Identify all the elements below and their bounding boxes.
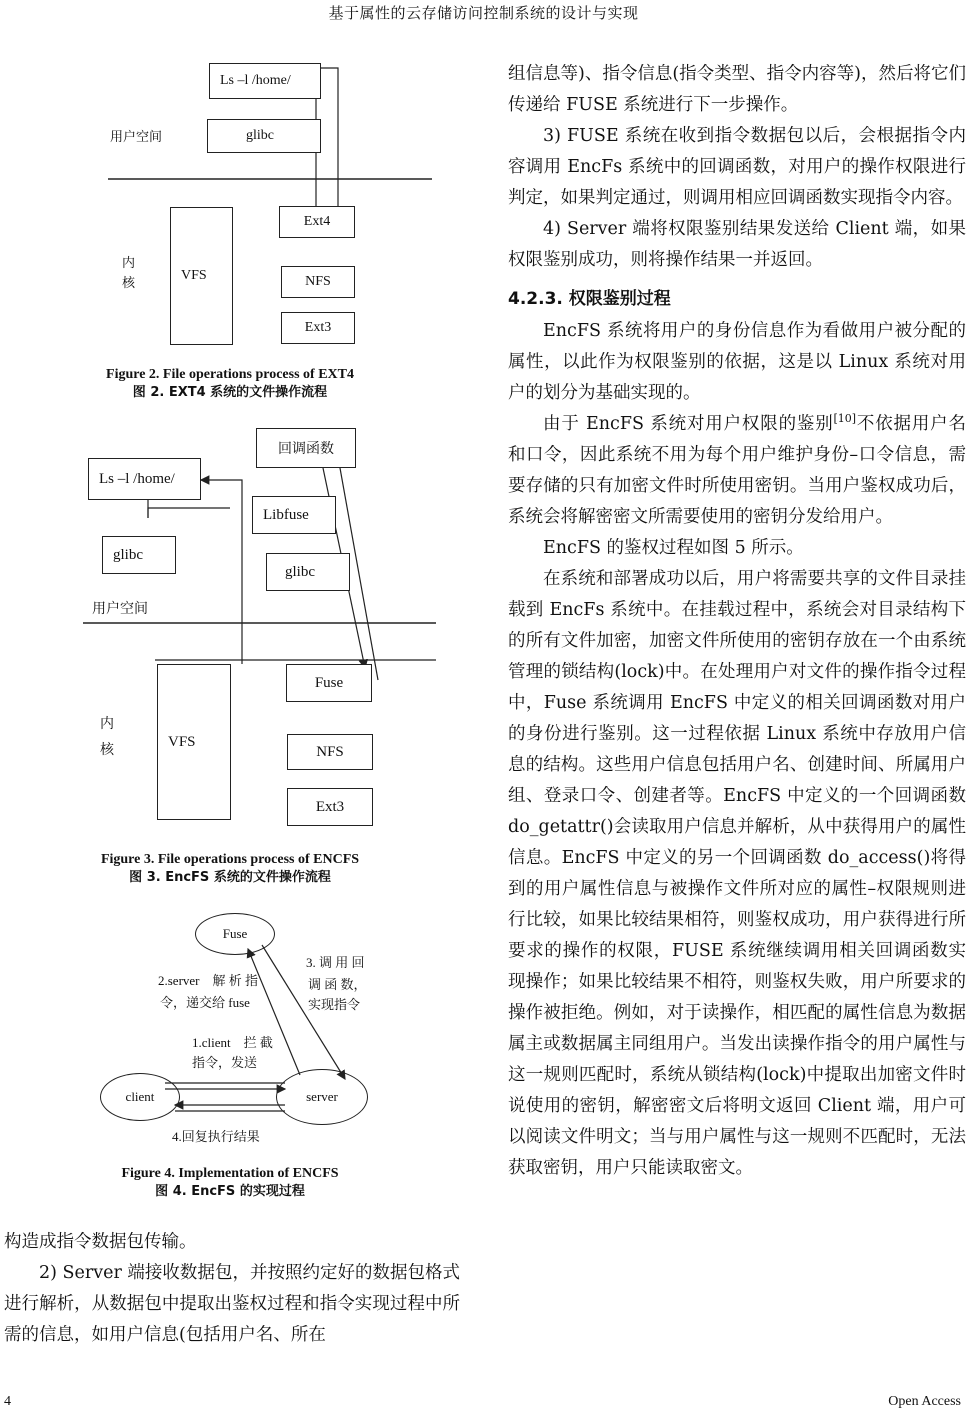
fig3-callback-label: 回调函数 [278,441,334,457]
fig4-server-label: server [306,1089,338,1104]
fig4-step2-line1: 2.server 解 析 指 [158,973,259,988]
fig4-step4-label: 4.回复执行结果 [172,1129,260,1144]
fig2-nfs-box [281,266,355,298]
fig4-step2-line2: 令，递交给 fuse [160,995,250,1010]
fig3-glibc-left-label: glibc [113,546,143,563]
right-paragraph-2: 3) FUSE 系统在收到指令数据包以后，会根据指令内容调用 EncFs 系统中的回调函数，对用户的操作权限进行判定，如果判定通过，则调用相应回调函数实现指令内容。 [508,126,966,208]
fig3-vfs-box [157,664,231,820]
fig2-kernel-label-2: 核 [122,275,136,290]
section-heading: 4.2.3. 权限鉴别过程 [508,289,671,309]
left-column [4,1227,460,1351]
fig4-step3-line1: 3. 调 用 回 [306,955,365,970]
fig4-client-node [100,1073,180,1121]
figure-2 [0,55,460,355]
fig2-vfs-label: VFS [181,268,207,283]
fig3-kernel-label-1: 内 [100,717,114,732]
fig2-kernel-label-1: 内 [122,255,136,270]
fig4-step1-line2: 指令，发送 [192,1055,258,1070]
fig2-nfs-label: NFS [305,274,331,289]
publisher-label: Open Access [888,1394,961,1409]
fig3-libfuse-box [252,496,336,534]
fig2-ext4-box [279,206,355,238]
figure-2-caption [0,366,460,402]
fig3-ls-box [88,458,201,500]
fig3-glibc-right-box [266,553,350,591]
fig2-glibc-box [207,119,321,153]
right-paragraph-5-b: 不依据用户名和口令，因此系统不用为每个用户维护身份–口令信息，需要存储的只有加密文件时所使用密钥。当用户鉴权成功后，系统会将解密密文所需要使用的密钥分发给用户。 [508,414,966,527]
fig3-user-space-label: 用户空间 [92,601,148,617]
fig4-step3-line2: 调 函 数， [308,977,367,992]
citation-ref[interactable]: [10] [833,412,857,426]
fig2-ls-box [209,63,321,99]
right-paragraph-7: 在系统和部署成功以后，用户将需要共享的文件目录挂载到 EncFs 系统中。在挂载过程中，系统会对目录结构下的所有文件加密，加密文件所使用的密钥存放在一个由系统管理的锁结构(lock)中。在处理用户对文件的操作指令过程中，Fuse 系统调用 EncFS 中定义的相关回调函数对用户的身份进行鉴别。这一过程依据 Linux 系统中存放用户信息的结构。这些用户信息包括用户名、创建时间、所属用户组、登录口令、创建者等。EncFS 中定义的一个回调函数 do_getattr()会读取用户信息并解析，从中获得用户的属性信息。EncFS 中定义的另一个回调函数 do_access()将得到的用户属性信息与被操作文件所对应的属性–权限规则进行比较，如果比较结果相符，则鉴权成功，用户获得进行所要求的操作的权限，FUSE 系统继续调用相关回调函数实现操作；如果比较结果不相符，则鉴权失败，用户所要求的操作被拒绝。例如，对于读操作，相匹配的属性信息为数据属主或数据属主同组用户。当发出读操作指令的用户属性与这一规则匹配时，系统从锁结构(lock)中提取出加密文件时说使用的密钥，解密密文后将明文返回 Client 端，用户可以阅读文件明文；当与用户属性与这一规则不匹配时，无法获取密钥，用户只能读取密文。 [508,569,966,1178]
figure-3 [0,418,460,830]
fig2-ls-label: Ls –l /home/ [220,73,291,88]
fig2-ext3-label: Ext3 [304,320,332,335]
fig3-ext3-box [287,788,373,826]
figure-4 [0,905,460,1155]
figure-4-caption-en: Figure 4. Implementation of ENCFS [121,1166,339,1181]
right-column [508,59,966,1184]
figure-2-caption-zh: 图 2. EXT4 系统的文件操作流程 [132,385,328,400]
fig4-step1-line1: 1.client 拦 截 [192,1035,273,1050]
fig3-callback-box [256,428,356,468]
fig3-ext3-label: Ext3 [315,798,345,815]
fig3-nfs-box [287,734,373,770]
fig3-vfs-label: VFS [168,733,196,750]
fig4-fuse-label: Fuse [222,926,248,941]
fig3-fuse-label: Fuse [314,674,344,691]
right-paragraph-5-a: 由于 EncFS 系统对用户权限的鉴别 [543,414,834,434]
right-paragraph-5 [508,409,966,533]
left-paragraph-1: 构造成指令数据包传输。 [4,1232,197,1252]
left-paragraph-2: 2) Server 端接收数据包，并按照约定好的数据包格式进行解析，从数据包中提取出鉴权过程和指令实现过程中所需的信息，如用户信息(包括用户名、所在 [4,1263,460,1345]
page-number: 4 [4,1394,11,1409]
right-paragraph-3: 4) Server 端将权限鉴别结果发送给 Client 端，如果权限鉴别成功，则将操作结果一并返回。 [508,219,966,270]
fig4-client-label: client [125,1089,155,1104]
fig4-step3-line3: 实现指令 [308,997,361,1012]
fig2-ext4-label: Ext4 [303,214,331,229]
right-paragraph-6: EncFS 的鉴权过程如图 5 所示。 [543,538,804,558]
fig3-ls-label: Ls –l /home/ [99,470,175,487]
fig3-libfuse-label: Libfuse [263,506,309,523]
figure-4-caption [0,1165,460,1201]
fig3-glibc-left-box [102,536,176,574]
figure-4-caption-zh: 图 4. EncFS 的实现过程 [155,1184,305,1199]
fig2-user-space-label: 用户空间 [110,129,163,144]
fig3-fuse-box [286,664,372,702]
fig2-ext3-box [281,312,355,344]
right-paragraph-4: EncFS 系统将用户的身份信息作为看做用户被分配的属性，以此作为权限鉴别的依据，这是以 Linux 系统对用户的划分为基础实现的。 [508,321,966,403]
figure-3-caption-en: Figure 3. File operations process of ENCFS [100,852,360,867]
fig3-nfs-label: NFS [316,743,344,760]
right-paragraph-1: 组信息等)、指令信息(指令类型、指令内容等)，然后将它们传递给 FUSE 系统进行下一步操作。 [508,64,966,115]
fig2-vfs-box [170,207,233,345]
running-header: 基于属性的云存储访问控制系统的设计与实现 [328,4,639,22]
fig3-kernel-label-2: 核 [100,743,114,758]
fig3-glibc-right-label: glibc [285,563,315,580]
fig2-glibc-label: glibc [246,128,274,143]
fig4-server-node [276,1069,368,1125]
figure-2-caption-en: Figure 2. File operations process of EXT4 [106,367,354,382]
figure-3-caption [0,851,460,887]
fig4-fuse-node [195,913,275,955]
figure-3-caption-zh: 图 3. EncFS 系统的文件操作流程 [129,870,331,885]
